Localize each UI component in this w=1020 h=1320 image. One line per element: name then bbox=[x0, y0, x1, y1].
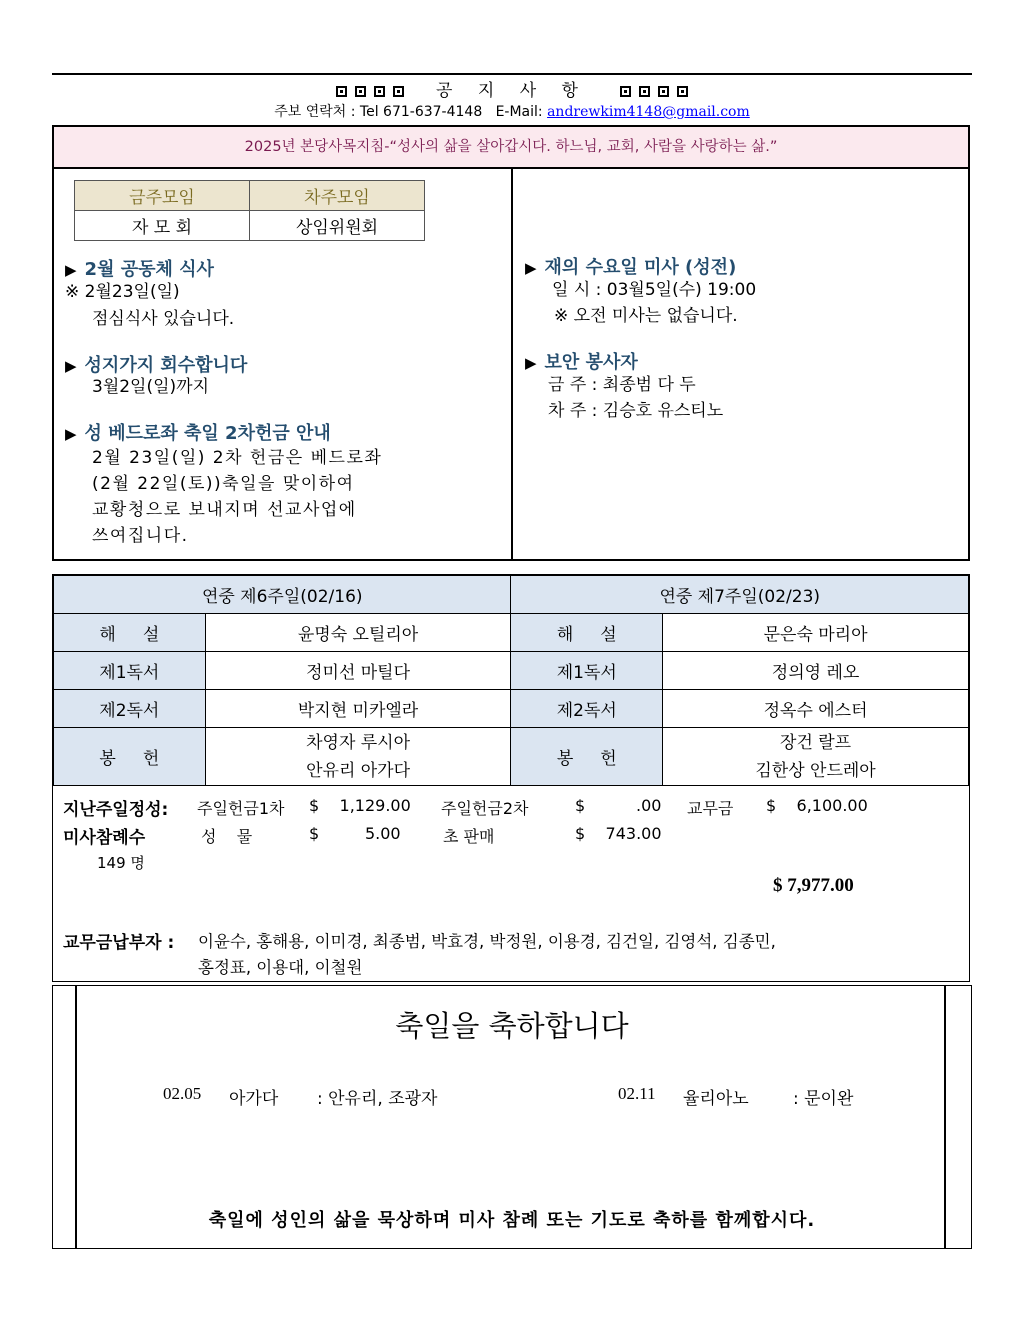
this-week-meeting: 자 모 회 bbox=[75, 211, 250, 241]
row-label: 제2독서 bbox=[511, 690, 663, 728]
triangle-bullet-icon: ▶ bbox=[525, 259, 537, 277]
dues-amount: $ 6,100.00 bbox=[766, 796, 868, 815]
week2-cell: 정의영 레오 bbox=[663, 652, 969, 690]
offertory-name: 안유리 아가다 bbox=[306, 760, 411, 781]
contact-prefix: 주보 연락처 : Tel 671-637-4148 E-Mail: bbox=[274, 104, 548, 120]
week2-cell: 문은숙 마리아 bbox=[663, 614, 969, 652]
triangle-bullet-icon: ▶ bbox=[525, 354, 537, 372]
week1-cell: 정미선 마틸다 bbox=[205, 652, 511, 690]
schedule-finance-box bbox=[52, 574, 970, 982]
feast-day-box bbox=[52, 985, 972, 1249]
feast-names: : 문이완 bbox=[793, 1089, 854, 1109]
square-icon bbox=[639, 86, 650, 97]
candle-amount: $ 743.00 bbox=[575, 824, 662, 843]
donors-label: 교무금납부자 : bbox=[63, 933, 175, 953]
notice-text: 점심식사 있습니다. bbox=[92, 309, 235, 329]
notice-text: 차 주 : 김승호 유스티노 bbox=[548, 401, 724, 421]
notice-text: ※ 2월23일(일) bbox=[65, 282, 180, 302]
triangle-bullet-icon: ▶ bbox=[65, 261, 77, 279]
row-label: 봉 헌 bbox=[511, 728, 663, 786]
notice-text: 금 주 : 최종범 다 두 bbox=[548, 375, 696, 395]
row-label: 제1독서 bbox=[54, 652, 206, 690]
offertory-name: 김한상 안드레아 bbox=[755, 760, 876, 781]
row-label: 제2독서 bbox=[54, 690, 206, 728]
donors-list: 홍정표, 이용대, 이철원 bbox=[198, 958, 363, 977]
meeting-table bbox=[74, 180, 425, 241]
week1-cell: 박지현 미카엘라 bbox=[205, 690, 511, 728]
collection1-label: 주일헌금1차 bbox=[197, 799, 285, 818]
next-week-meeting: 상임위원회 bbox=[250, 211, 425, 241]
notice-text: (2월 22일(토))축일을 맞이하여 bbox=[92, 474, 355, 494]
feast-saint: 율리아노 bbox=[683, 1089, 749, 1109]
donors-list: 이윤수, 홍해용, 이미경, 최종범, 박효경, 박정원, 이용경, 김건일, 김영석, 김종민, bbox=[198, 932, 776, 951]
dues-label: 교무금 bbox=[687, 799, 734, 818]
offertory-name: 차영자 루시아 bbox=[306, 732, 411, 753]
parish-motto: 2025년 본당사목지침-“성사의 삶을 살아갑시다. 하느님, 교회, 사람을 사랑하는 삶.” bbox=[54, 127, 968, 169]
notices-box bbox=[52, 125, 970, 561]
attendance-label: 미사참례수 bbox=[63, 828, 146, 848]
title-text: 공 지 사 항 bbox=[436, 81, 588, 101]
square-icon bbox=[374, 86, 385, 97]
square-icon bbox=[620, 86, 631, 97]
square-icon bbox=[336, 86, 347, 97]
notice-heading: ▶ 성 베드로좌 축일 2차헌금 안내 bbox=[65, 423, 331, 444]
square-icon bbox=[658, 86, 669, 97]
total-amount: $ 7,977.00 bbox=[773, 875, 854, 896]
notice-text: 교황청으로 보내지며 선교사업에 bbox=[92, 500, 357, 520]
candle-label: 초 판매 bbox=[443, 827, 495, 846]
feast-saint: 아가다 bbox=[229, 1089, 279, 1109]
notice-heading: ▶ 2월 공동체 식사 bbox=[65, 259, 214, 280]
feast-date: 02.05 bbox=[163, 1084, 202, 1103]
notice-text: 2월 23일(일) 2차 헌금은 베드로좌 bbox=[92, 448, 383, 468]
attendance-count: 149 명 bbox=[97, 854, 145, 872]
feast-names: : 안유리, 조광자 bbox=[317, 1089, 438, 1109]
week2-cell: 정옥수 에스터 bbox=[663, 690, 969, 728]
row-label: 봉 헌 bbox=[54, 728, 206, 786]
notice-text: 일 시 : 03월5일(수) 19:00 bbox=[552, 280, 757, 300]
triangle-bullet-icon: ▶ bbox=[65, 425, 77, 443]
collection2-amount: $ .00 bbox=[575, 796, 662, 815]
square-icon bbox=[355, 86, 366, 97]
triangle-bullet-icon: ▶ bbox=[65, 357, 77, 375]
last-sunday-label: 지난주일정성: bbox=[63, 800, 169, 820]
next-week-meeting-header: 차주모임 bbox=[250, 181, 425, 211]
top-rule bbox=[52, 73, 972, 75]
feast-message: 축일에 성인의 삶을 묵상하며 미사 참례 또는 기도로 축하를 함께합시다. bbox=[208, 1210, 816, 1231]
week1-cell bbox=[205, 728, 511, 786]
row-label: 해 설 bbox=[54, 614, 206, 652]
notice-text: ※ 오전 미사는 없습니다. bbox=[554, 306, 738, 326]
this-week-meeting-header: 금주모임 bbox=[75, 181, 250, 211]
feast-title: 축일을 축하합니다 bbox=[395, 1009, 629, 1043]
email-link[interactable]: andrewkim4148@gmail.com bbox=[547, 104, 750, 120]
notice-heading: ▶ 성지가지 회수합니다 bbox=[65, 355, 248, 376]
ministry-schedule-table bbox=[53, 575, 969, 786]
collection1-amount: $ 1,129.00 bbox=[309, 796, 411, 815]
offertory-name: 장건 랄프 bbox=[780, 732, 852, 753]
collection2-label: 주일헌금2차 bbox=[441, 799, 529, 818]
contact-line bbox=[52, 101, 972, 121]
week2-header: 연중 제7주일(02/23) bbox=[511, 576, 969, 614]
sacramentals-label: 성 물 bbox=[201, 827, 253, 846]
notice-text: 3월2일(일)까지 bbox=[92, 377, 210, 397]
week1-header: 연중 제6주일(02/16) bbox=[54, 576, 511, 614]
notice-heading: ▶ 보안 봉사자 bbox=[525, 352, 638, 373]
week2-cell bbox=[663, 728, 969, 786]
row-label: 제1독서 bbox=[511, 652, 663, 690]
notice-heading: ▶ 재의 수요일 미사 (성전) bbox=[525, 257, 737, 278]
square-icon bbox=[677, 86, 688, 97]
notice-text: 쓰여집니다. bbox=[92, 526, 189, 546]
sacramentals-amount: $ 5.00 bbox=[309, 824, 401, 843]
column-divider bbox=[511, 169, 513, 561]
row-label: 해 설 bbox=[511, 614, 663, 652]
square-icon bbox=[393, 86, 404, 97]
feast-date: 02.11 bbox=[618, 1084, 656, 1103]
week1-cell: 윤명숙 오틸리아 bbox=[205, 614, 511, 652]
notice-title bbox=[52, 76, 972, 101]
